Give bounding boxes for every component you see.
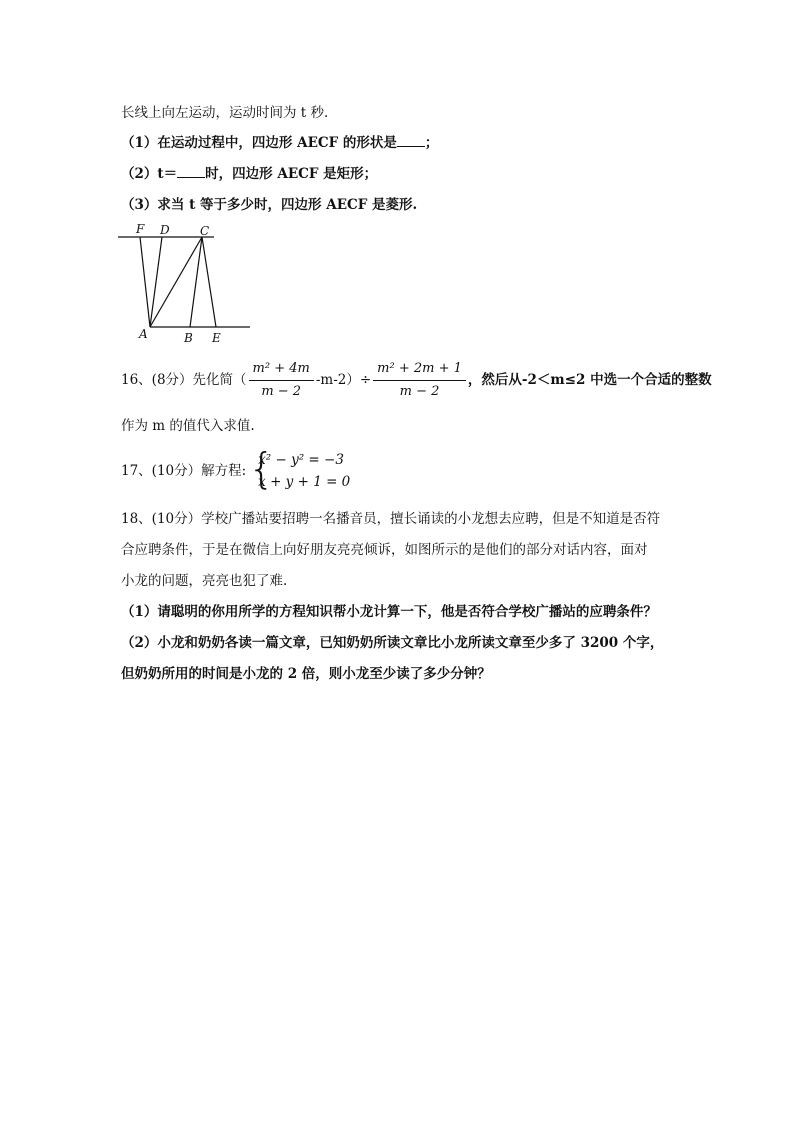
p16-line1 (121, 360, 712, 400)
segment-CE (202, 237, 216, 327)
fraction-2-numerator: m² + 2m + 1 (373, 360, 466, 381)
p18-line3: 小龙的问题，亮亮也犯了难. (121, 573, 288, 589)
p18-question-2-line2: 但奶奶所用的时间是小龙的 2 倍，则小龙至少读了多少分钟？ (121, 666, 491, 682)
brace-symbol: { (248, 444, 275, 493)
p16-mid: -m-2）÷ (315, 372, 372, 388)
p15-question-1 (121, 134, 438, 152)
fraction-2 (373, 360, 466, 401)
label-E: E (212, 331, 221, 345)
label-B: B (184, 331, 193, 345)
answer-blank (397, 134, 425, 147)
fraction-1-denominator: m − 2 (261, 383, 302, 399)
fraction-2-denominator: m − 2 (399, 383, 440, 399)
fraction-1-numerator: m² + 4m (249, 360, 314, 381)
p15-q1-end: ； (424, 135, 439, 151)
p17-prefix: 17、(10分）解方程: (121, 463, 247, 479)
p15-question-2 (121, 165, 377, 183)
geometry-figure (110, 220, 260, 350)
segment-CB (190, 237, 202, 327)
equation-2: x + y + 1 = 0 (258, 474, 351, 490)
p18-question-1: （1）请聪明的你用所学的方程知识帮小龙计算一下，他是否符合学校广播站的应聘条件？ (121, 604, 657, 620)
segment-AC (150, 237, 202, 327)
p15-q2-text: （2）t＝ (121, 166, 178, 182)
p15-question-3: （3）求当 t 等于多少时，四边形 AECF 是菱形. (121, 197, 418, 213)
fraction-1 (249, 360, 314, 401)
p18-question-2-line1: （2）小龙和奶奶各读一篇文章，已知奶奶所读文章比小龙所读文章至少多了 3200 个字， (121, 635, 664, 651)
p16-line2: 作为 m 的值代入求值. (121, 418, 255, 434)
p16-suffix: ，然后从-2＜m≤2 中选一个合适的整数 (467, 372, 712, 388)
label-D: D (160, 223, 170, 237)
p18-line1: 18、(10分）学校广播站要招聘一名播音员，擅长诵读的小龙想去应聘，但是不知道是否符 (121, 511, 661, 527)
p15-q2-end: 时，四边形 AECF 是矩形； (205, 166, 378, 182)
p15-q1-text: （1）在运动过程中，四边形 AECF 的形状是 (121, 135, 397, 151)
p16-prefix: 16、(8分）先化简（ (121, 372, 247, 388)
answer-blank (177, 165, 205, 178)
segment-AF (140, 237, 150, 327)
label-C: C (200, 224, 210, 238)
label-F: F (136, 222, 145, 236)
equation-system (248, 444, 351, 493)
segment-AD (150, 237, 162, 327)
p17-line (121, 444, 351, 494)
label-A: A (139, 327, 148, 341)
p18-line2: 合应聘条件，于是在微信上向好朋友亮亮倾诉，如图所示的是他们的部分对话内容，面对 (121, 542, 648, 558)
equation-1: x² − y² = −3 (258, 452, 344, 468)
p15-intro-line: 长线上向左运动，运动时间为 t 秒. (121, 105, 329, 121)
